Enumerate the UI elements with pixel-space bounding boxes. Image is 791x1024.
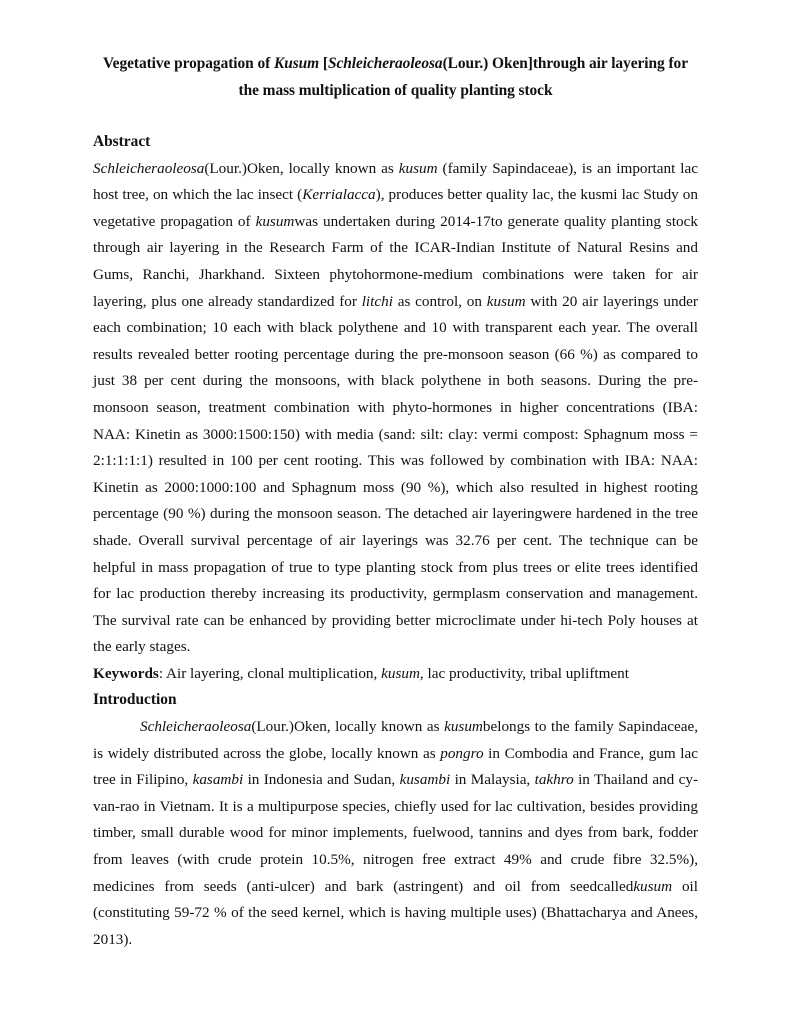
title-kusum: Kusum bbox=[274, 55, 320, 72]
abstract-paragraph: Schleicheraoleosa(Lour.)Oken, locally known as kusum (family Sapindaceae), is an important lac host tree, on which the lac insect (Kerrialacca), produces better quality lac, the kusmi lac Study on vegetative propagation of kusumwas undertaken during 2014-17to generate quality planting stock through air layering in the Research Farm of the ICAR-Indian Institute of Natural Resins and Gums, Ranchi, Jharkhand. Sixteen phytohormone-medium combinations were taken for air layering, plus one already standardized for litchi as control, on kusum with 20 air layerings under each combination; 10 each with black polythene and 10 with transparent each year. The overall results revealed better rooting percentage during the pre-monsoon season (66 %) as compared to just 38 per cent during the monsoons, with black polythene in both seasons. During the pre-monsoon season, treatment combination with phyto-hormones in higher concentrations (IBA: NAA: Kinetin as 3000:1500:150) with media (sand: silt: clay: vermi compost: Sphagnum moss = 2:1:1:1:1) resulted in 100 per cent rooting. This was followed by combination with IBA: NAA: Kinetin as 2000:1000:100 and Sphagnum moss (90 %), which also resulted in highest rooting percentage (90 %) during the monsoon season. The detached air layeringwere hardened in the tree shade. Overall survival percentage of air layerings was 32.76 per cent. The technique can be helpful in mass propagation of true to type planting stock from plus trees or elite trees identified for lac production thereby increasing its productivity, germplasm conservation and management. The survival rate can be enhanced by providing better microclimate under hi-tech Poly houses at the early stages. bbox=[93, 159, 698, 656]
paper-title bbox=[93, 50, 698, 104]
abstract-heading: Abstract bbox=[93, 133, 151, 150]
keywords-line: Keywords: Air layering, clonal multiplication, kusum, lac productivity, tribal upliftment bbox=[93, 664, 629, 682]
introduction-paragraph: Schleicheraoleosa(Lour.)Oken, locally known as kusumbelongs to the family Sapindaceae, is widely distributed across the globe, locally known as pongro in Combodia and France, gum lac tree in Filipino, kasambi in Indonesia and Sudan, kusambi in Malaysia, takhro in Thailand and cy-van-rao in Vietnam. It is a multipurpose species, chiefly used for lac cultivation, besides providing timber, small durable wood for minor implements, fuelwood, tannins and dyes from bark, fodder from leaves (with crude protein 10.5%, nitrogen free extract 49% and crude fibre 32.5%), medicines from seeds (anti-ulcer) and bark (astringent) and oil from seedcalledkusum oil (constituting 59-72 % of the seed kernel, which is having multiple uses) (Bhattacharya and Anees, 2013). bbox=[93, 718, 699, 948]
title-line-1: Vegetative propagation of Kusum [Schleicheraoleosa(Lour.) Oken]through air layering for bbox=[103, 55, 688, 72]
title-line-2: the mass multiplication of quality planting stock bbox=[238, 82, 553, 99]
document-page bbox=[93, 50, 698, 953]
title-species-name: Schleicheraoleosa bbox=[327, 55, 443, 72]
keywords-label: Keywords bbox=[93, 664, 159, 682]
introduction-heading: Introduction bbox=[93, 691, 177, 709]
